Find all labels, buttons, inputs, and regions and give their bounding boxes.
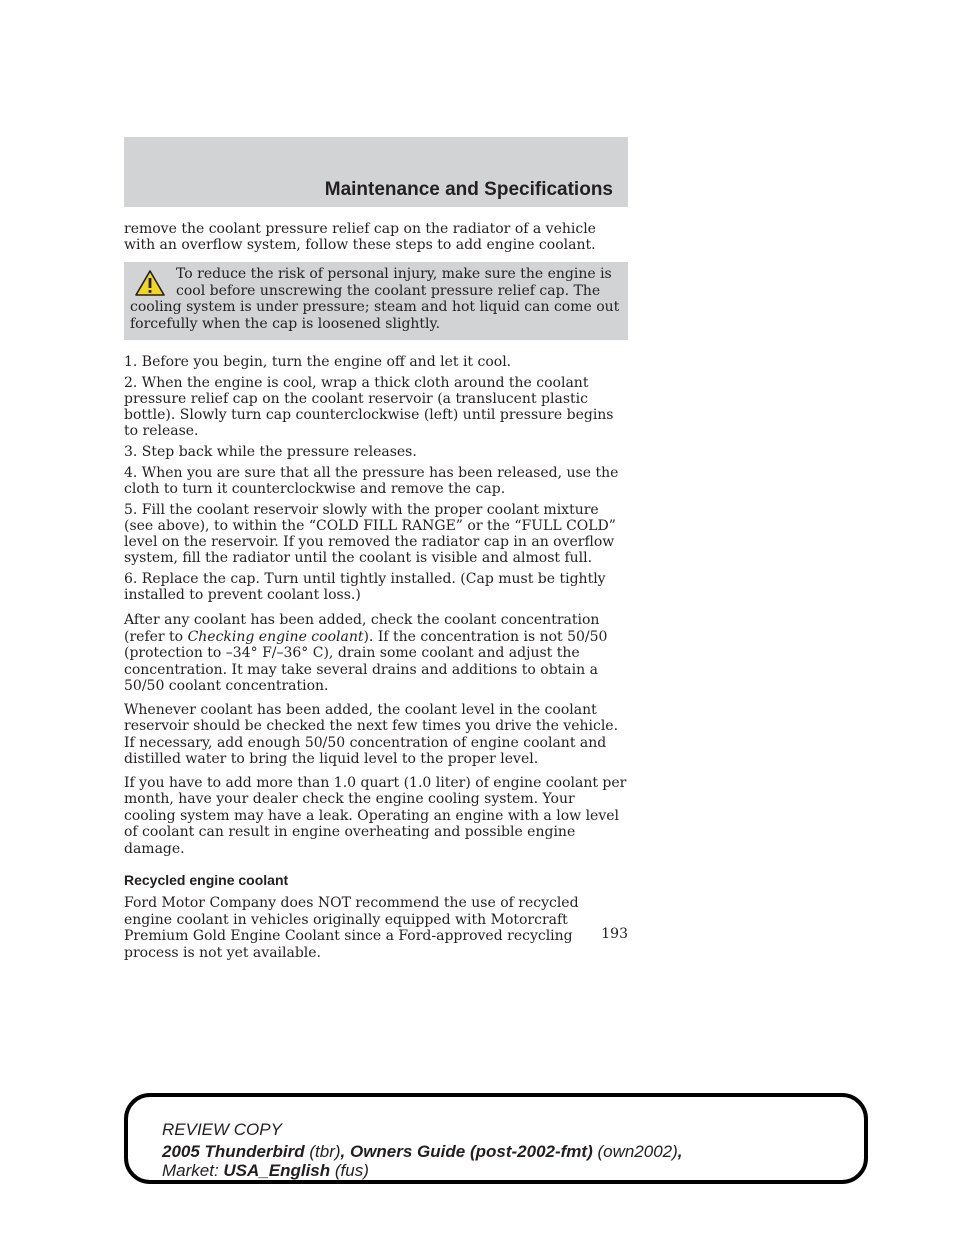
review-copy-label: REVIEW COPY	[162, 1120, 282, 1139]
page-body	[124, 221, 628, 968]
market-code: (fus)	[330, 1161, 369, 1180]
recycled-coolant-paragraph: Ford Motor Company does NOT recommend the use of recycled engine coolant in vehicles originally equipped with Motorcraft Premium Gold Engine Coolant since a Ford-approved recycling process is not yet available.	[124, 895, 579, 961]
step-item: 1. Before you begin, turn the engine off and let it cool.	[124, 354, 512, 370]
step-item: 3. Step back while the pressure releases.	[124, 444, 417, 460]
warning-triangle-icon	[134, 269, 166, 297]
section-title: Maintenance and Specifications	[324, 179, 613, 200]
step-item: 5. Fill the coolant reservoir slowly with the proper coolant mixture (see above), to within the “COLD FILL RANGE” or the “FULL COLD” level on the reservoir. If you removed the radiator cap in an overflow system, fill the radiator until the coolant is visible and almost full.	[124, 502, 616, 566]
coolant-leak-paragraph: If you have to add more than 1.0 quart (1.0 liter) of engine coolant per month, have your dealer check the engine cooling system. Your cooling system may have a leak. Operating an engine with a low level of coolant can result in engine overheating and possible engine damage.	[124, 774, 627, 857]
coolant-level-paragraph: Whenever coolant has been added, the coolant level in the coolant reservoir should be checked the next few times you drive the vehicle. If necessary, add enough 50/50 concentration of engine coolant and distilled water to bring the liquid level to the proper level.	[124, 701, 619, 767]
model-name: 2005 Thunderbird	[162, 1142, 305, 1161]
concentration-paragraph	[124, 612, 628, 695]
concentration-text-end: ). If the concentration is not 50/50 (protection to –34° F/–36° C), drain some coolant and adjust the concentration. It may take several drains and additions to obtain a 50/50 coolant concentration.	[124, 628, 608, 694]
page-number: 193	[601, 926, 628, 942]
market-label: Market:	[162, 1161, 224, 1180]
section-header	[124, 137, 628, 207]
guide-code: (own2002)	[592, 1142, 678, 1161]
step-item: 6. Replace the cap. Turn until tightly installed. (Cap must be tightly installed to prevent coolant loss.)	[124, 571, 606, 603]
review-market-line	[162, 1161, 369, 1181]
review-copy-box	[124, 1093, 868, 1184]
guide-comma: ,	[677, 1142, 683, 1161]
model-code: (tbr)	[304, 1142, 341, 1161]
warning-text: To reduce the risk of personal injury, make sure the engine is cool before unscrewing the coolant pressure relief cap. The cooling system is under pressure; steam and hot liquid can come out forcefully when the cap is loosened slightly.	[130, 266, 620, 332]
warning-box	[124, 262, 628, 340]
intro-paragraph: remove the coolant pressure relief cap on the radiator of a vehicle with an overflow system, follow these steps to add engine coolant.	[124, 221, 596, 253]
step-item: 2. When the engine is cool, wrap a thick cloth around the coolant pressure relief cap on the coolant reservoir (a translucent plastic bottle). Slowly turn cap counterclockwise (left) until pressure begins to release.	[124, 375, 614, 439]
step-item: 4. When you are sure that all the pressure has been released, use the cloth to turn it counterclockwise and remove the cap.	[124, 465, 619, 497]
review-guide-line	[162, 1142, 683, 1162]
recycled-coolant-heading: Recycled engine coolant	[124, 872, 289, 888]
market-name: USA_English	[223, 1161, 331, 1180]
guide-name: , Owners Guide (post-2002-fmt)	[340, 1142, 593, 1161]
checking-coolant-reference: Checking engine coolant	[187, 628, 364, 645]
concentration-text-start: After any coolant has been added, check the coolant concentration (refer to	[124, 612, 600, 645]
